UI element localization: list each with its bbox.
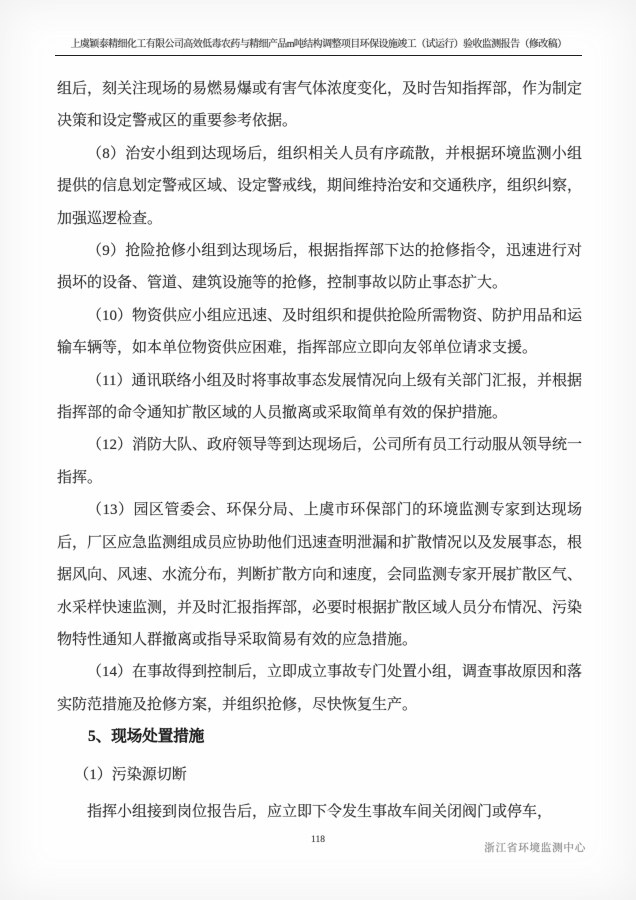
paragraph-item-8: （8）治安小组到达现场后，组织相关人员有序疏散，并根据环境监测小组提供的信息划定警戒区域、设定警戒线，期间维持治安和交通秩序，组织纠察，加强巡逻检查。: [57, 145, 583, 227]
paragraph-item-12: （12）消防大队、政府领导等到达现场后，公司所有员工行动服从领导统一指挥。: [57, 437, 583, 486]
paragraph-item-11: （11）通讯联络小组及时将事故事态发展情况向上级有关部门汇报，并根据指挥部的命令通知扩散区域的人员撤离或采取简单有效的保护措施。: [57, 372, 582, 422]
footer-watermark: 浙江省环境监测中心: [484, 843, 586, 854]
section-heading: 5、现场处置措施: [88, 728, 205, 746]
header-title: 上虞颖泰精细化工有限公司高效低毒农药与精细产品m吨结构调整项目环保设施竣工（试运行）验收监测报告（修改稿）: [70, 39, 567, 50]
document-body: [57, 73, 582, 828]
paragraph-last: 指挥小组接到岗位报告后，应立即下令发生事故车间关闭阀门或停车，: [87, 803, 553, 820]
paragraph-continuation: 组后，刻关注现场的易燃易爆或有害气体浓度变化，及时告知指挥部，作为制定决策和设定警戒区的重要参考依据。: [57, 81, 583, 130]
paragraph-item-13: （13）园区管委会、环保分局、上虞市环保部门的环境监测专家到达现场后，厂区应急监测组成员应协助他们迅速查明泄漏和扩散情况以及发展事态，根据风向、风速、水流分布，判断扩散方向和速度，会同监测专家开展扩散区气、水采样快速监测，并及时汇报指挥部，必要时根据扩散区域人员分布情况、污染物特性通知人群撤离或指导采取简易有效的应急措施。: [57, 502, 583, 648]
subsection-heading: （1）污染源切断: [74, 766, 187, 783]
page-number: 118: [311, 835, 325, 845]
paragraph-item-10: （10）物资供应小组应迅速、及时组织和提供抢险所需物资、防护用品和运输车辆等，如本单位物资供应困难，指挥部应立即向友邻单位请求支援。: [57, 307, 583, 357]
paragraph-item-14: （14）在事故得到控制后，立即成立事故专门处置小组，调查事故原因和落实防范措施及抢修方案，并组织抢修，尽快恢复生产。: [57, 664, 583, 713]
page-header: [55, 38, 582, 56]
paragraph-item-9: （9）抢险抢修小组到达现场后，根据指挥部下达的抢修指令，迅速进行对损坏的设备、管道、建筑设施等的抢修，控制事故以防止事态扩大。: [57, 243, 582, 292]
